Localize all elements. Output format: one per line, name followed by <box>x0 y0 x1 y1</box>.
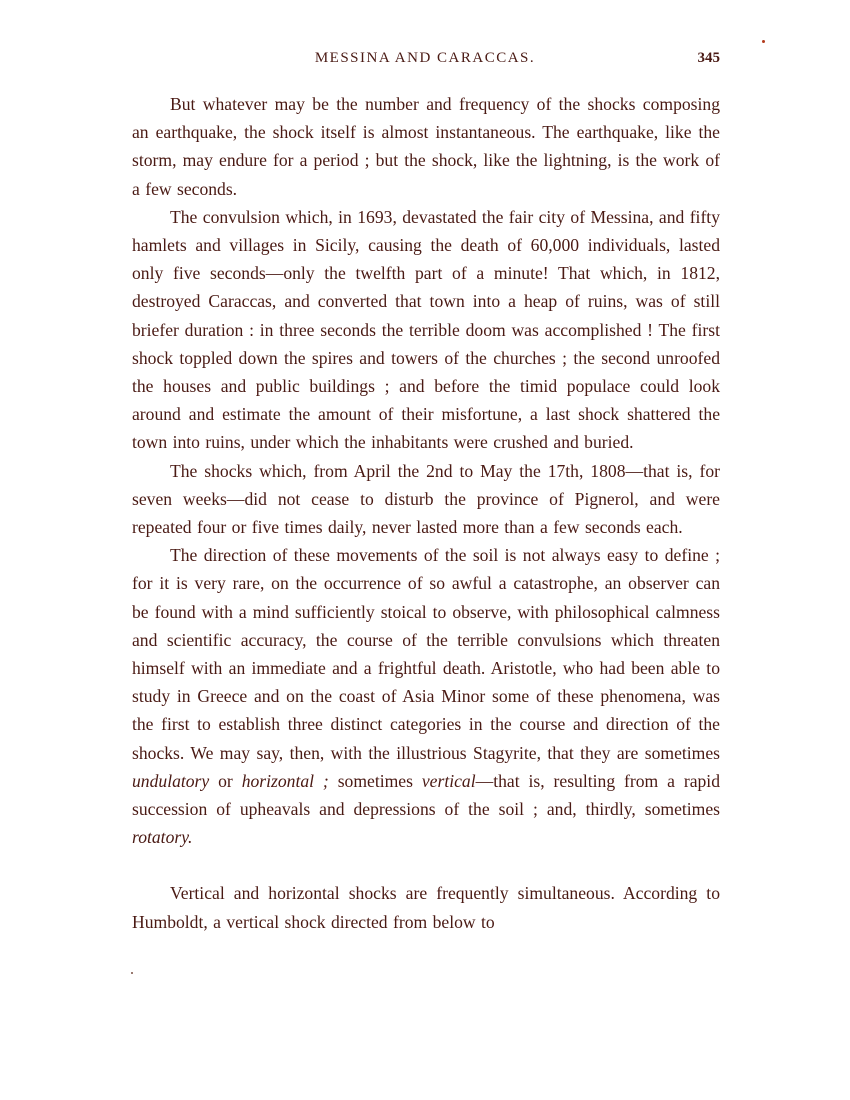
italic-term-horizontal: horizontal ; <box>241 770 329 791</box>
running-title: MESSINA AND CARACCAS. <box>314 50 536 66</box>
ink-speck <box>762 40 765 43</box>
italic-term-undulatory: undulatory <box>132 770 210 791</box>
margin-mark <box>131 972 133 974</box>
paragraph-vertical-horizontal: Vertical and horizontal shocks are frequently simultaneous. According to Humboldt, a vertical shock directed from below to <box>132 883 720 932</box>
text-segment: The direction of these movements of the soil is not always easy to define ; for it is very rare, on the occurrence of so awful a catastrophe, an observer can be found with a mind sufficiently stoical to observe, with philosophical calmness and scientific accuracy, the course of the terrible convulsions which threaten himself with an immediate and a frightful death. Aristotle, who had been able to study in Greece and on the coast of Asia Minor some of these phenomena, was the first to establish three distinct categories in the course and direction of the shocks. We may say, then, with the illustrious Stagyrite, that they are sometimes <box>132 545 720 763</box>
text-segment: —that is, resulting from a rapid succession of upheavals and depressions of the soil ; and, thirdly, sometimes <box>132 770 720 820</box>
paragraph-pignerol: The shocks which, from April the 2nd to May the 17th, 1808—that is, for seven weeks—did not cease to disturb the province of Pignerol, and were repeated four or five times daily, never lasted more than a few seconds each. <box>132 460 720 538</box>
page-number: 345 <box>697 50 720 66</box>
body-text <box>132 90 720 936</box>
running-head <box>130 50 720 72</box>
paragraph-messina-caraccas: The convulsion which, in 1693, devastated the fair city of Messina, and fifty hamlets and villages in Sicily, causing the death of 60,000 individuals, lasted only five seconds—only the twelfth part of a minute! That which, in 1812, destroyed Caraccas, and converted that town into a heap of ruins, was of still briefer duration : in three seconds the terrible doom was accomplished ! The first shock toppled down the spires and towers of the churches ; the second unroofed the houses and public buildings ; and before the timid populace could look around and estimate the amount of their misfortune, a last shock shattered the town into ruins, under which the inhabitants were crushed and buried. <box>132 206 720 453</box>
text-segment: or <box>209 770 242 791</box>
italic-term-vertical: vertical <box>421 770 476 791</box>
paragraph-shock-duration: But whatever may be the number and frequency of the shocks composing an earthquake, the shock itself is almost instantaneous. The earthquake, like the storm, may endure for a period ; but the shock, like the lightning, is the work of a few seconds. <box>132 94 720 199</box>
italic-term-rotatory: rotatory. <box>132 827 193 848</box>
text-segment: sometimes <box>328 770 422 791</box>
paragraph-shock-direction <box>132 541 720 851</box>
